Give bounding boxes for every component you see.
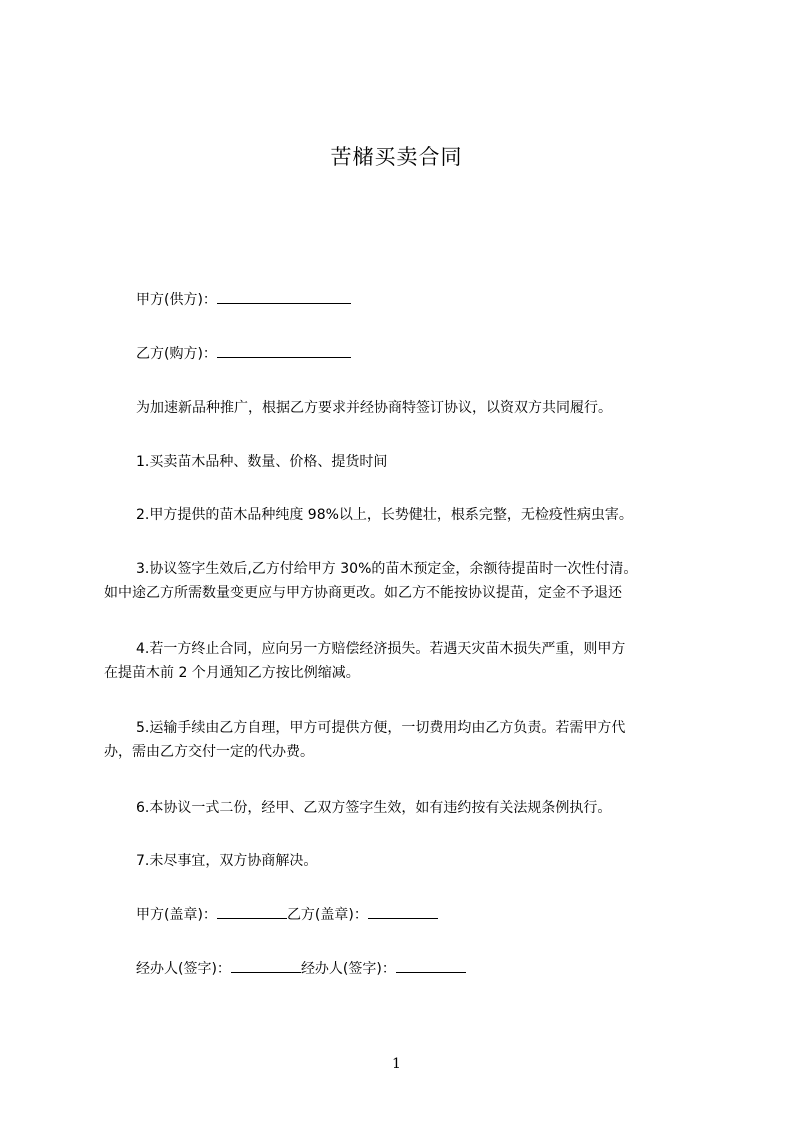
clause-5-line-2: 办，需由乙方交付一定的代办费。 [104, 744, 314, 760]
seal-b-label: 乙方(盖章)： [286, 907, 368, 923]
clause-7: 7.未尽事宜，双方协商解决。 [136, 853, 318, 869]
party-b-line [104, 342, 731, 366]
clause-3-line-1: 3.协议签字生效后,乙方付给甲方 30%的苗木预定金，余额待提苗时一次性付清。 [136, 561, 638, 577]
clause-6: 6.本协议一式二份，经甲、乙双方签字生效，如有违约按有关法规条例执行。 [136, 800, 612, 816]
clause-4-line-2: 在提苗木前 2 个月通知乙方按比例缩减。 [104, 665, 360, 681]
agent-a-blank[interactable] [231, 957, 301, 973]
clause-2: 2.甲方提供的苗木品种纯度 98%以上，长势健壮，根系完整，无检疫性病虫害。 [136, 507, 633, 523]
seal-a-blank[interactable] [217, 903, 287, 919]
seal-line [104, 903, 731, 927]
clause-4-line-1: 4.若一方终止合同，应向另一方赔偿经济损失。若遇天灾苗木损失严重，则甲方 [136, 641, 626, 657]
agent-line [104, 957, 731, 981]
agent-b-label: 经办人(签字)： [300, 961, 396, 977]
party-b-label: 乙方(购方)： [136, 346, 217, 362]
agent-b-blank[interactable] [396, 957, 466, 973]
clause-1: 1.买卖苗木品种、数量、价格、提货时间 [136, 454, 388, 470]
party-b-blank[interactable] [217, 342, 351, 358]
document-title: 苦槠买卖合同 [330, 145, 463, 169]
page-number: 1 [392, 1056, 401, 1072]
clause-3-line-2: 如中途乙方所需数量变更应与甲方协商更改。如乙方不能按协议提苗，定金不予退还 [104, 585, 622, 601]
seal-a-label: 甲方(盖章)： [136, 907, 217, 923]
seal-b-blank[interactable] [368, 903, 438, 919]
clause-5-line-1: 5.运输手续由乙方自理，甲方可提供方便，一切费用均由乙方负责。若需甲方代 [136, 720, 626, 736]
party-a-blank[interactable] [217, 288, 351, 304]
party-a-line [104, 288, 731, 312]
intro-paragraph: 为加速新品种推广，根据乙方要求并经协商特签订协议，以资双方共同履行。 [136, 400, 612, 416]
party-a-label: 甲方(供方)： [136, 292, 217, 308]
agent-a-label: 经办人(签字)： [136, 961, 231, 977]
